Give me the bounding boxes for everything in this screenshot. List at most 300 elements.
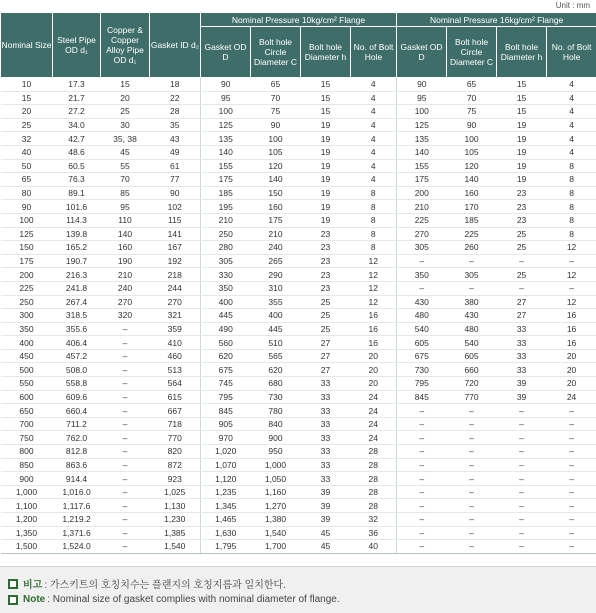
table-cell: – bbox=[397, 526, 447, 540]
table-cell: 1,540 bbox=[150, 540, 201, 554]
table-row bbox=[1, 105, 596, 119]
table-row bbox=[1, 145, 596, 159]
table-cell: – bbox=[497, 254, 547, 268]
table-cell: – bbox=[397, 540, 447, 554]
table-cell: 225 bbox=[1, 281, 53, 295]
table-cell: 50 bbox=[1, 159, 53, 173]
table-cell: 15 bbox=[497, 78, 547, 92]
table-cell: 90 bbox=[447, 118, 497, 132]
table-cell: 1,120 bbox=[201, 472, 251, 486]
table-cell: 660 bbox=[447, 363, 497, 377]
table-cell: 1,230 bbox=[150, 513, 201, 527]
table-cell: 36 bbox=[351, 526, 397, 540]
table-cell: 33 bbox=[497, 349, 547, 363]
table-cell: 359 bbox=[150, 322, 201, 336]
table-cell: – bbox=[447, 458, 497, 472]
table-cell: 8 bbox=[351, 200, 397, 214]
table-cell: 267.4 bbox=[53, 295, 101, 309]
table-cell: 39 bbox=[301, 513, 351, 527]
table-cell: 863.6 bbox=[53, 458, 101, 472]
table-cell: 12 bbox=[351, 268, 397, 282]
table-cell: 355 bbox=[251, 295, 301, 309]
table-cell: 35, 38 bbox=[101, 132, 150, 146]
notes-panel bbox=[0, 566, 596, 613]
table-cell: 480 bbox=[397, 309, 447, 323]
table-cell: 565 bbox=[251, 349, 301, 363]
table-cell: 33 bbox=[301, 472, 351, 486]
table-cell: 27 bbox=[301, 363, 351, 377]
table-cell: – bbox=[397, 445, 447, 459]
table-cell: – bbox=[497, 281, 547, 295]
table-cell: 270 bbox=[150, 295, 201, 309]
table-cell: 4 bbox=[351, 159, 397, 173]
table-cell: 43 bbox=[150, 132, 201, 146]
table-cell: – bbox=[447, 417, 497, 431]
table-row bbox=[1, 417, 596, 431]
header-16k-gasket-od: Gasket OD D bbox=[397, 27, 447, 78]
table-row bbox=[1, 91, 596, 105]
table-cell: 350 bbox=[201, 281, 251, 295]
table-cell: – bbox=[101, 499, 150, 513]
table-cell: 33 bbox=[301, 431, 351, 445]
table-cell: 905 bbox=[201, 417, 251, 431]
table-cell: 125 bbox=[1, 227, 53, 241]
table-cell: 300 bbox=[1, 309, 53, 323]
table-cell: 110 bbox=[101, 213, 150, 227]
table-cell: – bbox=[397, 417, 447, 431]
table-cell: 8 bbox=[547, 200, 596, 214]
table-cell: 90 bbox=[201, 78, 251, 92]
table-cell: 660.4 bbox=[53, 404, 101, 418]
table-cell: 24 bbox=[351, 431, 397, 445]
table-cell: 270 bbox=[101, 295, 150, 309]
table-cell: 620 bbox=[201, 349, 251, 363]
table-cell: 90 bbox=[150, 186, 201, 200]
table-cell: 23 bbox=[301, 254, 351, 268]
table-cell: 70 bbox=[447, 91, 497, 105]
table-cell: 33 bbox=[301, 377, 351, 391]
table-cell: 175 bbox=[1, 254, 53, 268]
table-cell: 89.1 bbox=[53, 186, 101, 200]
table-cell: 872 bbox=[150, 458, 201, 472]
table-cell: 241.8 bbox=[53, 281, 101, 295]
table-cell: 45 bbox=[101, 145, 150, 159]
table-cell: 4 bbox=[547, 105, 596, 119]
table-cell: 770 bbox=[447, 390, 497, 404]
table-row bbox=[1, 431, 596, 445]
table-cell: 170 bbox=[447, 200, 497, 214]
table-cell: 100 bbox=[397, 105, 447, 119]
table-cell: 190 bbox=[101, 254, 150, 268]
table-cell: 970 bbox=[201, 431, 251, 445]
table-cell: 80 bbox=[1, 186, 53, 200]
table-cell: 105 bbox=[251, 145, 301, 159]
table-cell: 290 bbox=[251, 268, 301, 282]
table-cell: 34.0 bbox=[53, 118, 101, 132]
table-cell: 762.0 bbox=[53, 431, 101, 445]
table-cell: 720 bbox=[447, 377, 497, 391]
header-10k-bolt-hole-dia: Bolt hole Diameter h bbox=[301, 27, 351, 78]
table-cell: 24 bbox=[351, 417, 397, 431]
table-cell: – bbox=[547, 254, 596, 268]
table-cell: 19 bbox=[301, 213, 351, 227]
table-cell: 115 bbox=[150, 213, 201, 227]
table-row bbox=[1, 349, 596, 363]
table-row bbox=[1, 336, 596, 350]
table-cell: 12 bbox=[351, 295, 397, 309]
table-cell: 160 bbox=[101, 241, 150, 255]
table-cell: 23 bbox=[301, 227, 351, 241]
table-cell: 210 bbox=[201, 213, 251, 227]
table-cell: 33 bbox=[301, 404, 351, 418]
table-cell: 845 bbox=[397, 390, 447, 404]
table-cell: – bbox=[547, 445, 596, 459]
table-cell: 24 bbox=[351, 404, 397, 418]
table-cell: 16 bbox=[351, 309, 397, 323]
table-cell: 20 bbox=[351, 349, 397, 363]
table-cell: 1,000 bbox=[251, 458, 301, 472]
table-cell: 100 bbox=[251, 132, 301, 146]
table-cell: 25 bbox=[301, 322, 351, 336]
table-cell: – bbox=[447, 526, 497, 540]
table-cell: – bbox=[447, 254, 497, 268]
table-cell: 650 bbox=[1, 404, 53, 418]
table-cell: 450 bbox=[1, 349, 53, 363]
table-cell: 400 bbox=[251, 309, 301, 323]
table-cell: – bbox=[101, 431, 150, 445]
table-cell: 39 bbox=[497, 390, 547, 404]
table-cell: 195 bbox=[201, 200, 251, 214]
table-cell: 675 bbox=[397, 349, 447, 363]
table-cell: 28 bbox=[351, 445, 397, 459]
table-row bbox=[1, 186, 596, 200]
header-group-16k: Nominal Pressure 16kg/cm² Flange bbox=[397, 13, 596, 27]
table-row bbox=[1, 227, 596, 241]
table-cell: 60.5 bbox=[53, 159, 101, 173]
table-cell: – bbox=[101, 322, 150, 336]
table-cell: 410 bbox=[150, 336, 201, 350]
table-cell: 430 bbox=[447, 309, 497, 323]
table-cell: – bbox=[497, 404, 547, 418]
table-cell: – bbox=[101, 472, 150, 486]
table-cell: – bbox=[397, 254, 447, 268]
table-cell: 12 bbox=[547, 241, 596, 255]
table-cell: 125 bbox=[201, 118, 251, 132]
table-cell: – bbox=[447, 499, 497, 513]
table-cell: 12 bbox=[547, 295, 596, 309]
table-cell: 27 bbox=[301, 349, 351, 363]
table-cell: 15 bbox=[301, 91, 351, 105]
table-cell: 140 bbox=[447, 173, 497, 187]
table-cell: 1,020 bbox=[201, 445, 251, 459]
table-cell: – bbox=[497, 513, 547, 527]
table-cell: 8 bbox=[351, 186, 397, 200]
bullet-square-icon bbox=[8, 579, 18, 589]
table-cell: 15 bbox=[301, 78, 351, 92]
table-cell: 39 bbox=[301, 485, 351, 499]
table-cell: 21.7 bbox=[53, 91, 101, 105]
table-cell: 33 bbox=[301, 458, 351, 472]
table-cell: 1,465 bbox=[201, 513, 251, 527]
table-cell: 508.0 bbox=[53, 363, 101, 377]
table-cell: 8 bbox=[351, 213, 397, 227]
table-cell: 24 bbox=[351, 390, 397, 404]
header-steel-pipe-od: Steel Pipe OD d₁ bbox=[53, 13, 101, 78]
table-cell: 75 bbox=[251, 105, 301, 119]
table-cell: – bbox=[447, 404, 497, 418]
table-cell: 32 bbox=[1, 132, 53, 146]
table-cell: 350 bbox=[1, 322, 53, 336]
note-english-text: : Nominal size of gasket complies with nominal diameter of flange. bbox=[47, 594, 339, 605]
table-cell: – bbox=[397, 513, 447, 527]
table-cell: 840 bbox=[251, 417, 301, 431]
table-cell: 550 bbox=[1, 377, 53, 391]
table-cell: 40 bbox=[351, 540, 397, 554]
table-cell: 28 bbox=[351, 472, 397, 486]
table-cell: – bbox=[397, 404, 447, 418]
table-cell: 140 bbox=[397, 145, 447, 159]
table-cell: 240 bbox=[251, 241, 301, 255]
table-cell: 270 bbox=[397, 227, 447, 241]
table-cell: 8 bbox=[547, 186, 596, 200]
table-cell: – bbox=[547, 417, 596, 431]
table-cell: 700 bbox=[1, 417, 53, 431]
table-cell: 320 bbox=[101, 309, 150, 323]
table-cell: 114.3 bbox=[53, 213, 101, 227]
table-cell: 190.7 bbox=[53, 254, 101, 268]
table-cell: 10 bbox=[1, 78, 53, 92]
table-cell: 125 bbox=[397, 118, 447, 132]
table-cell: 558.8 bbox=[53, 377, 101, 391]
table-row bbox=[1, 485, 596, 499]
table-cell: 8 bbox=[547, 173, 596, 187]
table-cell: 105 bbox=[447, 145, 497, 159]
table-cell: 23 bbox=[497, 200, 547, 214]
table-cell: – bbox=[497, 485, 547, 499]
table-cell: 65 bbox=[1, 173, 53, 187]
table-cell: – bbox=[447, 281, 497, 295]
table-cell: 1,371.6 bbox=[53, 526, 101, 540]
table-cell: 4 bbox=[547, 91, 596, 105]
table-cell: 45 bbox=[301, 526, 351, 540]
table-cell: 400 bbox=[1, 336, 53, 350]
table-row bbox=[1, 132, 596, 146]
table-cell: 25 bbox=[301, 295, 351, 309]
table-cell: 210 bbox=[397, 200, 447, 214]
table-cell: 100 bbox=[447, 132, 497, 146]
table-cell: 1,130 bbox=[150, 499, 201, 513]
table-cell: 480 bbox=[447, 322, 497, 336]
table-cell: 17.3 bbox=[53, 78, 101, 92]
table-cell: 150 bbox=[1, 241, 53, 255]
table-cell: 20 bbox=[101, 91, 150, 105]
table-cell: 175 bbox=[251, 213, 301, 227]
table-cell: 19 bbox=[497, 173, 547, 187]
note-korean bbox=[8, 576, 286, 591]
table-cell: – bbox=[397, 485, 447, 499]
table-cell: 28 bbox=[351, 499, 397, 513]
table-cell: – bbox=[497, 499, 547, 513]
table-cell: 77 bbox=[150, 173, 201, 187]
table-cell: 23 bbox=[301, 241, 351, 255]
table-cell: – bbox=[547, 404, 596, 418]
table-cell: 20 bbox=[1, 105, 53, 119]
table-cell: 160 bbox=[251, 200, 301, 214]
table-cell: 240 bbox=[101, 281, 150, 295]
table-cell: 540 bbox=[447, 336, 497, 350]
table-cell: 4 bbox=[351, 78, 397, 92]
table-cell: 605 bbox=[447, 349, 497, 363]
table-cell: 16 bbox=[547, 322, 596, 336]
table-cell: 40 bbox=[1, 145, 53, 159]
table-cell: – bbox=[101, 458, 150, 472]
table-cell: 175 bbox=[201, 173, 251, 187]
table-cell: 49 bbox=[150, 145, 201, 159]
table-cell: 795 bbox=[201, 390, 251, 404]
table-cell: 15 bbox=[497, 105, 547, 119]
table-cell: – bbox=[447, 472, 497, 486]
table-cell: 167 bbox=[150, 241, 201, 255]
table-row bbox=[1, 377, 596, 391]
table-cell: 900 bbox=[251, 431, 301, 445]
bullet-square-icon bbox=[8, 595, 18, 605]
table-cell: 1,219.2 bbox=[53, 513, 101, 527]
table-cell: 33 bbox=[497, 363, 547, 377]
header-group-10k: Nominal Pressure 10kg/cm² Flange bbox=[201, 13, 397, 27]
table-cell: 4 bbox=[547, 132, 596, 146]
table-cell: 1,200 bbox=[1, 513, 53, 527]
table-cell: 27.2 bbox=[53, 105, 101, 119]
table-row bbox=[1, 200, 596, 214]
table-cell: 20 bbox=[547, 377, 596, 391]
table-cell: 192 bbox=[150, 254, 201, 268]
table-cell: 16 bbox=[547, 336, 596, 350]
table-cell: – bbox=[447, 485, 497, 499]
table-cell: – bbox=[447, 445, 497, 459]
table-cell: 564 bbox=[150, 377, 201, 391]
table-cell: 175 bbox=[397, 173, 447, 187]
table-cell: 19 bbox=[497, 118, 547, 132]
table-cell: 445 bbox=[251, 322, 301, 336]
table-cell: 210 bbox=[251, 227, 301, 241]
table-cell: 4 bbox=[351, 105, 397, 119]
table-cell: 265 bbox=[251, 254, 301, 268]
table-row bbox=[1, 540, 596, 554]
gasket-spec-table bbox=[0, 12, 596, 554]
table-cell: 605 bbox=[397, 336, 447, 350]
table-cell: 4 bbox=[547, 118, 596, 132]
table-cell: – bbox=[101, 349, 150, 363]
table-cell: – bbox=[497, 445, 547, 459]
table-cell: 730 bbox=[251, 390, 301, 404]
table-cell: 16 bbox=[547, 309, 596, 323]
table-cell: 150 bbox=[251, 186, 301, 200]
table-cell: 770 bbox=[150, 431, 201, 445]
table-cell: – bbox=[547, 485, 596, 499]
table-cell: 850 bbox=[1, 458, 53, 472]
header-nominal-size: Nominal Size bbox=[1, 13, 53, 78]
table-cell: 1,025 bbox=[150, 485, 201, 499]
table-cell: 12 bbox=[351, 254, 397, 268]
table-cell: – bbox=[497, 417, 547, 431]
table-cell: 8 bbox=[547, 227, 596, 241]
table-cell: 4 bbox=[351, 173, 397, 187]
table-cell: 65 bbox=[447, 78, 497, 92]
table-cell: – bbox=[447, 431, 497, 445]
table-cell: 140 bbox=[251, 173, 301, 187]
table-cell: 250 bbox=[1, 295, 53, 309]
table-cell: 8 bbox=[351, 227, 397, 241]
table-cell: 20 bbox=[351, 377, 397, 391]
note-english-label: Note bbox=[23, 594, 45, 605]
table-cell: 15 bbox=[301, 105, 351, 119]
table-cell: 305 bbox=[397, 241, 447, 255]
table-cell: 718 bbox=[150, 417, 201, 431]
table-cell: 1,160 bbox=[251, 485, 301, 499]
table-cell: 321 bbox=[150, 309, 201, 323]
table-cell: 216.3 bbox=[53, 268, 101, 282]
table-row bbox=[1, 173, 596, 187]
table-cell: 90 bbox=[1, 200, 53, 214]
table-cell: 800 bbox=[1, 445, 53, 459]
table-cell: 85 bbox=[101, 186, 150, 200]
table-cell: – bbox=[101, 377, 150, 391]
table-cell: – bbox=[547, 458, 596, 472]
table-cell: 27 bbox=[497, 295, 547, 309]
table-row bbox=[1, 390, 596, 404]
table-cell: – bbox=[397, 458, 447, 472]
table-cell: – bbox=[497, 472, 547, 486]
table-cell: 19 bbox=[301, 118, 351, 132]
table-cell: 1,235 bbox=[201, 485, 251, 499]
table-cell: – bbox=[497, 540, 547, 554]
table-cell: 620 bbox=[251, 363, 301, 377]
table-cell: 76.3 bbox=[53, 173, 101, 187]
table-cell: 140 bbox=[101, 227, 150, 241]
table-row bbox=[1, 499, 596, 513]
table-cell: 4 bbox=[547, 145, 596, 159]
table-cell: 90 bbox=[397, 78, 447, 92]
table-cell: 155 bbox=[397, 159, 447, 173]
table-cell: 225 bbox=[397, 213, 447, 227]
table-cell: 812.8 bbox=[53, 445, 101, 459]
table-cell: 28 bbox=[150, 105, 201, 119]
table-cell: 24 bbox=[547, 390, 596, 404]
table-cell: 1,050 bbox=[251, 472, 301, 486]
table-cell: 23 bbox=[301, 281, 351, 295]
table-cell: 318.5 bbox=[53, 309, 101, 323]
header-16k-no-bolt-hole: No. of Bolt Hole bbox=[547, 27, 596, 78]
table-cell: 820 bbox=[150, 445, 201, 459]
table-cell: – bbox=[547, 431, 596, 445]
table-cell: – bbox=[547, 472, 596, 486]
table-cell: 900 bbox=[1, 472, 53, 486]
table-cell: 39 bbox=[301, 499, 351, 513]
table-cell: – bbox=[447, 513, 497, 527]
header-gasket-id: Gasket ID d₂ bbox=[150, 13, 201, 78]
table-cell: 513 bbox=[150, 363, 201, 377]
table-cell: 1,540 bbox=[251, 526, 301, 540]
table-cell: 4 bbox=[547, 78, 596, 92]
table-cell: 19 bbox=[497, 145, 547, 159]
table-row bbox=[1, 118, 596, 132]
table-body bbox=[1, 78, 596, 554]
table-cell: 750 bbox=[1, 431, 53, 445]
table-cell: 1,380 bbox=[251, 513, 301, 527]
table-cell: 141 bbox=[150, 227, 201, 241]
table-cell: 35 bbox=[150, 118, 201, 132]
table-cell: – bbox=[397, 281, 447, 295]
